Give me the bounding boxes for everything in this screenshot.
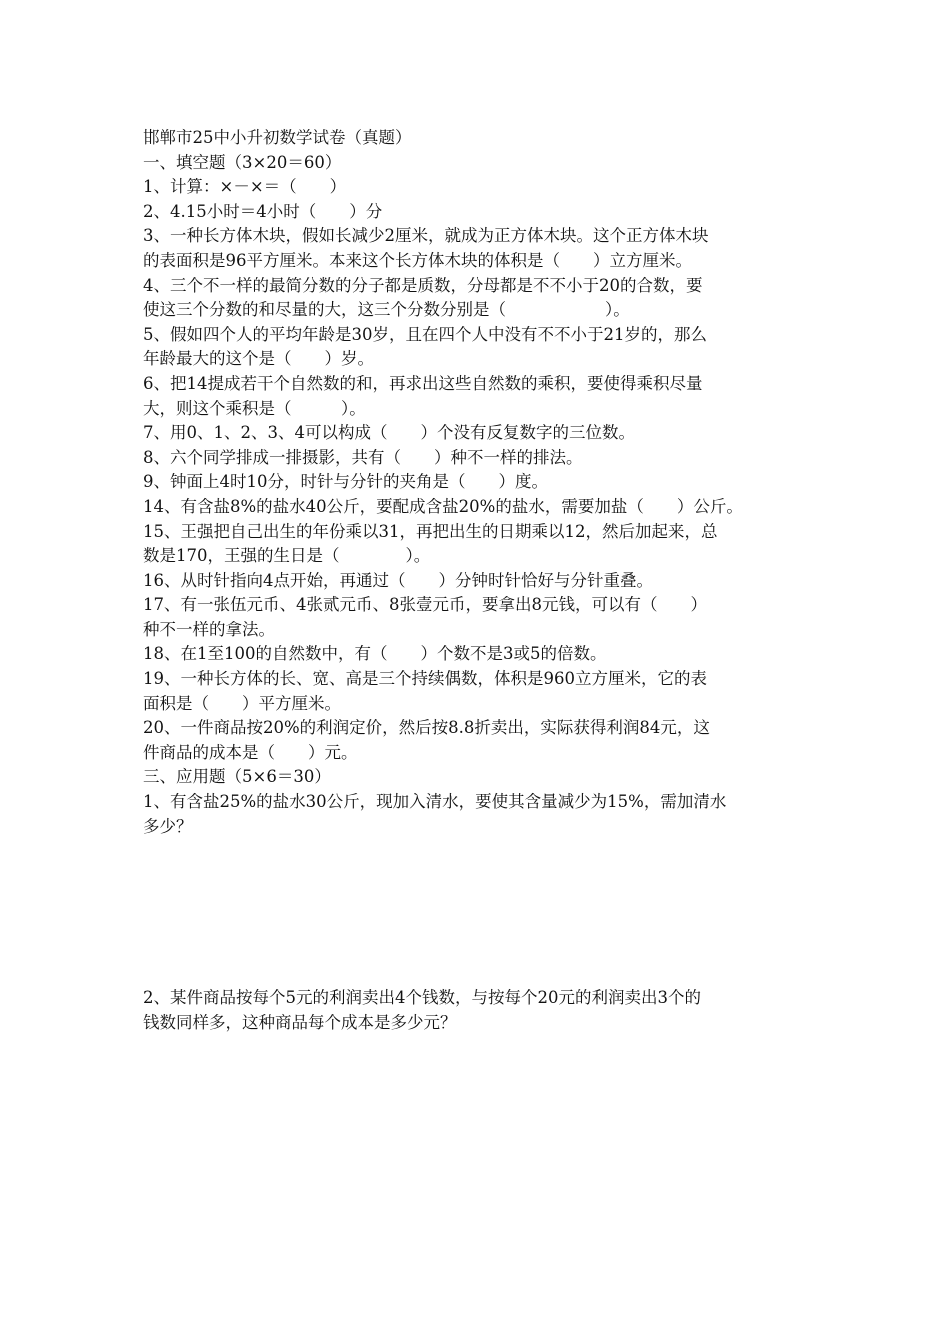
question-line: 面积是（ ）平方厘米。 bbox=[143, 693, 341, 713]
question-line: 15、王强把自己出生的年份乘以31，再把出生的日期乘以12，然后加起来，总 bbox=[143, 521, 718, 541]
question-line: 16、从时针指向4点开始，再通过（ ）分钟时针恰好与分针重叠。 bbox=[143, 570, 653, 590]
question-line: 1、计算：×－×＝（ ） bbox=[143, 177, 347, 197]
question-line: 14、有含盐8%的盐水40公斤，要配成含盐20%的盐水，需要加盐（ ）公斤。 bbox=[143, 496, 743, 516]
question-line: 大，则这个乘积是（ ）。 bbox=[143, 398, 366, 418]
question-line: 4、三个不一样的最简分数的分子都是质数，分母都是不不小于20的合数，要 bbox=[143, 275, 703, 295]
question-line: 18、在1至100的自然数中，有（ ）个数不是3或5的倍数。 bbox=[143, 644, 607, 664]
question-line: 的表面积是96平方厘米。本来这个长方体木块的体积是（ ）立方厘米。 bbox=[143, 250, 692, 270]
section-heading-word-problems: 三、应用题（5×6＝30） bbox=[143, 767, 331, 787]
answer-space bbox=[143, 839, 823, 986]
word-problem-line: 钱数同样多，这种商品每个成本是多少元？ bbox=[143, 1012, 457, 1032]
question-line: 5、假如四个人的平均年龄是30岁，且在四个人中没有不不小于21岁的，那么 bbox=[143, 324, 707, 344]
question-line: 20、一件商品按20%的利润定价，然后按8.8折卖出，实际获得利润84元，这 bbox=[143, 718, 710, 738]
question-line: 件商品的成本是（ ）元。 bbox=[143, 742, 358, 762]
question-line: 8、六个同学排成一排摄影，共有（ ）种不一样的排法。 bbox=[143, 447, 583, 467]
question-line: 6、把14提成若干个自然数的和，再求出这些自然数的乘积，要使得乘积尽量 bbox=[143, 373, 703, 393]
word-problem-line: 2、某件商品按每个5元的利润卖出4个钱数，与按每个20元的利润卖出3个的 bbox=[143, 988, 701, 1008]
section-heading-fill-blank: 一、填空题（3×20＝60） bbox=[143, 152, 342, 172]
exam-title: 邯郸市25中小升初数学试卷（真题） bbox=[143, 128, 412, 147]
question-line: 9、钟面上4时10分，时针与分针的夹角是（ ）度。 bbox=[143, 472, 548, 492]
question-line: 3、一种长方体木块，假如长减少2厘米，就成为正方体木块。这个正方体木块 bbox=[143, 226, 709, 246]
exam-document bbox=[143, 126, 823, 1035]
question-line: 7、用0、1、2、3、4可以构成（ ）个没有反复数字的三位数。 bbox=[143, 423, 635, 443]
question-line: 数是170，王强的生日是（ ）。 bbox=[143, 546, 431, 566]
question-line: 17、有一张伍元币、4张贰元币、8张壹元币，要拿出8元钱，可以有（ ） bbox=[143, 595, 707, 615]
word-problem-line: 多少？ bbox=[143, 816, 193, 836]
question-line: 19、一种长方体的长、宽、高是三个持续偶数，体积是960立方厘米，它的表 bbox=[143, 669, 707, 689]
question-line: 使这三个分数的和尽量的大，这三个分数分别是（ ）。 bbox=[143, 300, 630, 320]
word-problem-line: 1、有含盐25%的盐水30公斤，现加入清水，要使其含量减少为15%，需加清水 bbox=[143, 792, 727, 812]
question-line: 种不一样的拿法。 bbox=[143, 619, 275, 639]
question-line: 年龄最大的这个是（ ）岁。 bbox=[143, 349, 374, 369]
question-line: 2、4.15小时＝4小时（ ）分 bbox=[143, 201, 383, 221]
